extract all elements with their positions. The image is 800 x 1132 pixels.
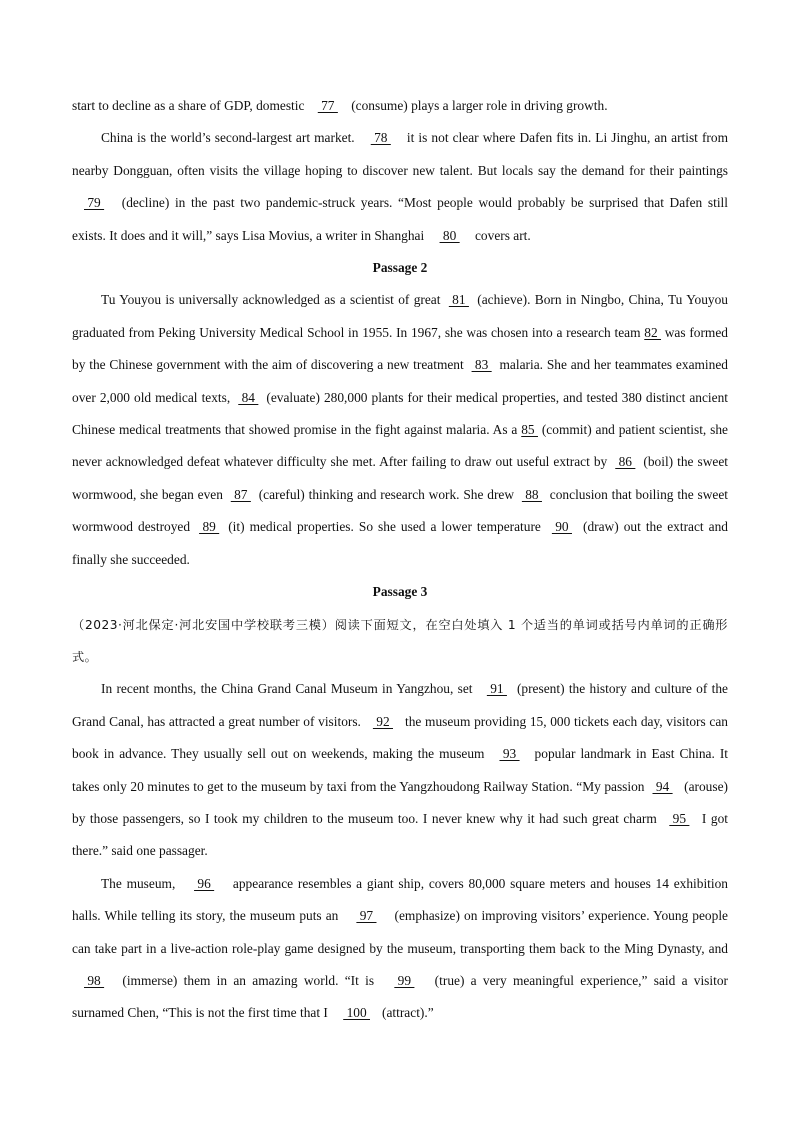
blank-94[interactable]: 94 (652, 778, 673, 794)
passage3-title: Passage 3 (372, 584, 428, 600)
blank-79[interactable]: 79 (84, 195, 105, 211)
blank-86[interactable]: 86 (615, 454, 636, 470)
passage2-paragraph: Tu Youyou is universally acknowledged as a scientist of great 81 (achieve). Born in Ningbo, China, Tu Youyou graduated from Peking University Medical School in 1955. In 1967, she was chosen into a research team 82 was formed by the Chinese government with the aim of discovering a new treatment 83 malaria. She and her teammates examined over 2,000 old medical texts, 84 (evaluate) 280,000 plants for their medical properties, and tested 380 distinct ancient Chinese medical treatments that showed promise in the fight against malaria. As a 85 (commit) and patient scientist, she never acknowledged defeat whatever difficulty she met. After failing to draw out useful extract by 86 (boil) the sweet wormwood, she began even 87 (careful) thinking and research work. She drew 88 conclusion that boiling the sweet wormwood destroyed 89 (it) medical properties. So she used a lower temperature 90 (draw) out the extract and finally she succeeded. (72, 284, 728, 576)
passage3-paragraph2: The museum, 96 appearance resembles a giant ship, covers 80,000 square meters and houses 14 exhibition halls. While telling its story, the museum puts an 97 (emphasize) on improving visitors’ experience. Young people can take part in a live-action role-play game designed by the museum, transporting them back to the Ming Dynasty, and 98 (immerse) them in an amazing world. “It is 99 (true) a very meaningful experience,” said a visitor surnamed Chen, “This is not the first time that I 100 (attract).” (72, 868, 728, 1030)
blank-90[interactable]: 90 (551, 519, 572, 535)
blank-81[interactable]: 81 (448, 292, 469, 308)
passage1-paragraph1: start to decline as a share of GDP, domestic 77 (consume) plays a larger role in driving growth. (72, 90, 728, 122)
blank-83[interactable]: 83 (471, 357, 492, 373)
blank-78[interactable]: 78 (370, 130, 391, 146)
blank-88[interactable]: 88 (521, 486, 542, 502)
blank-80[interactable]: 80 (439, 227, 460, 243)
blank-89[interactable]: 89 (199, 519, 220, 535)
blank-91[interactable]: 91 (486, 681, 507, 697)
passage3-instruction: （2023·河北保定·河北安国中学校联考三模）阅读下面短文，在空白处填入 1 个适当的单词或括号内单词的正确形式。 (72, 617, 728, 664)
blank-96[interactable]: 96 (194, 875, 215, 891)
blank-100[interactable]: 100 (343, 1005, 370, 1021)
passage2-title: Passage 2 (372, 260, 428, 276)
blank-98[interactable]: 98 (84, 972, 105, 988)
blank-92[interactable]: 92 (372, 713, 393, 729)
passage3-paragraph1: In recent months, the China Grand Canal Museum in Yangzhou, set 91 (present) the history and culture of the Grand Canal, has attracted a great number of visitors. 92 the museum providing 15, 000 tickets each day, visitors can book in advance. They usually sell out on weekends, making the museum 93 popular landmark in East China. It takes only 20 minutes to get to the museum by taxi from the Yangzhoudong Railway Station. “My passion 94 (arouse) by those passengers, so I took my children to the museum too. I never knew why it had such great charm 95 I got there.” said one passager. (72, 673, 728, 867)
blank-97[interactable]: 97 (356, 908, 377, 924)
blank-87[interactable]: 87 (230, 486, 251, 502)
blank-84[interactable]: 84 (238, 389, 259, 405)
blank-93[interactable]: 93 (499, 746, 520, 762)
document-page (72, 90, 728, 1030)
passage1-paragraph2: China is the world’s second-largest art market. 78 it is not clear where Dafen fits in. Li Jinghu, an artist from nearby Dongguan, often visits the village hoping to discover new talent. But locals say the demand for their paintings 79 (decline) in the past two pandemic-struck years. “Most people would probably be surprised that Dafen still exists. It does and it will,” says Lisa Movius, a writer in Shanghai 80 covers art. (72, 122, 728, 252)
blank-99[interactable]: 99 (394, 972, 415, 988)
blank-82[interactable]: 82 (644, 324, 662, 340)
blank-85[interactable]: 85 (521, 422, 538, 438)
blank-95[interactable]: 95 (669, 810, 690, 826)
blank-77[interactable]: 77 (317, 98, 338, 113)
